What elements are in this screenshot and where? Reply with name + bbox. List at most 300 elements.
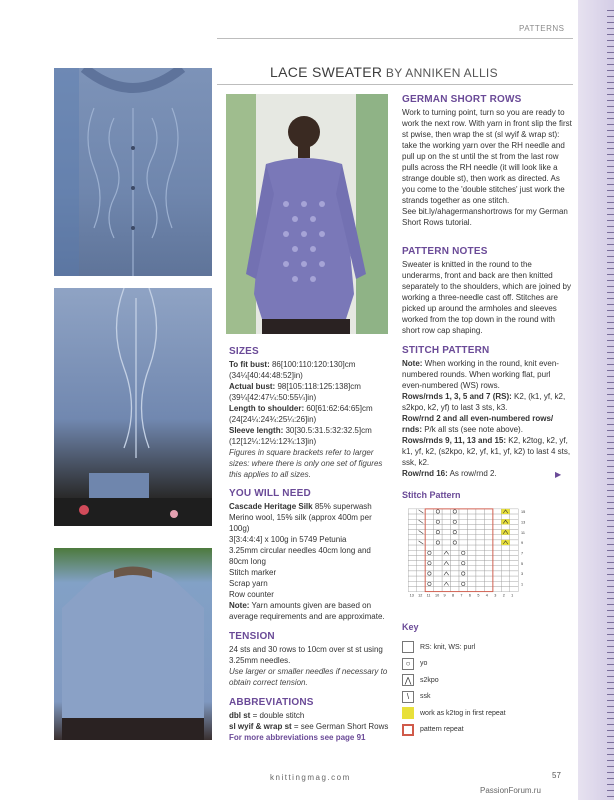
ruler-tick: [607, 64, 614, 65]
yarn-note: Note: Yarn amounts given are based on average requirements and are approximate.: [229, 601, 385, 621]
ruler-tick: [607, 394, 614, 395]
chart-cell: [493, 524, 501, 529]
ruler-tick: [607, 484, 614, 485]
ruler-tick: [607, 556, 614, 557]
chart-cell: [476, 555, 484, 560]
ruler-tick: [607, 340, 614, 341]
ruler-tick: [607, 364, 614, 365]
ruler-tick: [607, 436, 614, 437]
ruler-tick: [607, 460, 614, 461]
ruler-tick: [607, 478, 614, 479]
ruler-tick: [607, 70, 614, 71]
chart-cell: [501, 561, 509, 566]
chart-cell: [510, 509, 518, 514]
ruler-tick: [607, 250, 614, 251]
abbreviations-section: [229, 697, 389, 743]
chart-cell: [510, 576, 518, 581]
chart-cell: [484, 545, 492, 550]
chart-cell: [493, 571, 501, 576]
ruler-tick: [607, 208, 614, 209]
chart-cell: [408, 581, 416, 586]
ruler-tick: [607, 664, 614, 665]
ruler-tick: [607, 286, 614, 287]
key-title: Key: [402, 622, 419, 632]
chart-cell: [476, 576, 484, 581]
chart-cell: [476, 550, 484, 555]
tension-note: Use larger or smaller needles if necessary to obtain correct tension.: [229, 667, 388, 687]
chart-cell: [501, 524, 509, 529]
ruler-tick: [607, 754, 614, 755]
sizes-section: [229, 346, 389, 480]
ruler-tick: [607, 598, 614, 599]
chart-cell: [501, 586, 509, 591]
ruler-tick: [607, 178, 614, 179]
chart-cell: [493, 561, 501, 566]
chart-cell: [408, 530, 416, 535]
chart-cell: [484, 566, 492, 571]
chart-col-label: 12: [418, 593, 423, 598]
ruler-tick: [607, 118, 614, 119]
ruler-tick: [607, 148, 614, 149]
chart-cell: [484, 576, 492, 581]
chart-cell: [408, 555, 416, 560]
ruler-strip: [578, 0, 614, 800]
chart-cell: [510, 555, 518, 560]
chart-cell: [510, 561, 518, 566]
ruler-tick: [607, 292, 614, 293]
ruler-tick: [607, 100, 614, 101]
ruler-tick: [607, 28, 614, 29]
more-abbreviations-link[interactable]: For more abbreviations see page 91: [229, 733, 366, 742]
ruler-tick: [607, 766, 614, 767]
header-rule: [217, 38, 573, 39]
chart-cell: [493, 545, 501, 550]
chart-col-label: 7: [460, 593, 463, 598]
ruler-tick: [607, 490, 614, 491]
chart-cell: [476, 561, 484, 566]
ruler-tick: [607, 442, 614, 443]
chart-cell: [484, 561, 492, 566]
ruler-tick: [607, 730, 614, 731]
stitch-pattern-row9: Rows/rnds 9, 11, 13 and 15: K2, k2tog, k2, yf, k1, yf, k2, (s2kpo, k2, yf, k1, yf, k2) to last 4 sts, ssk, k2.: [402, 436, 571, 467]
ruler-tick: [607, 58, 614, 59]
ruler-tick: [607, 538, 614, 539]
ruler-tick: [607, 742, 614, 743]
ruler-tick: [607, 154, 614, 155]
ruler-tick: [607, 604, 614, 605]
abbr-sl-wyif: sl wyif & wrap st = see German Short Rows: [229, 722, 389, 731]
ruler-tick: [607, 130, 614, 131]
chart-cell: [434, 581, 442, 586]
stitch-pattern-note: Note: When working in the round, knit even-numbered rounds. When working flat, purl even-numbered (WS) rows.: [402, 359, 559, 390]
key-label: RS: knit, WS: purl: [420, 643, 476, 651]
ruler-tick: [607, 370, 614, 371]
chart-cell: [459, 535, 467, 540]
tension-body: 24 sts and 30 rows to 10cm over st st using 3.25mm needles.: [229, 645, 383, 665]
chart-cell: [442, 545, 450, 550]
stitch-pattern-row1: Rows/rnds 1, 3, 5 and 7 (RS): K2, (k1, yf, k2, s2kpo, k2, yf) to last 3 sts, k3.: [402, 392, 566, 412]
chart-cell: [408, 561, 416, 566]
sleeve-lace-illustration: [54, 288, 212, 526]
chart-cell: [501, 555, 509, 560]
sweater-yoke-photo: [54, 68, 212, 276]
ruler-tick: [607, 772, 614, 773]
chart-cell: [442, 535, 450, 540]
chart-cell: [510, 540, 518, 545]
chart-cell: [442, 514, 450, 519]
german-short-rows-link[interactable]: See bit.ly/ahagermanshortrows for my German Short Rows tutorial.: [402, 207, 568, 227]
chart-cell: [467, 519, 475, 524]
chart-cell: [417, 524, 425, 529]
ruler-tick: [607, 22, 614, 23]
chart-cell: [451, 576, 459, 581]
ruler-tick: [607, 166, 614, 167]
ruler-tick: [607, 616, 614, 617]
chart-cell: [434, 561, 442, 566]
pattern-notes-body: Sweater is knitted in the round to the underarms, front and back are then knitted separately to the shoulders, which are joined by working a three-needle cast off. Stitches are picked up around the armholes and sleeves worked from the top down in the round with short row cap shaping.: [402, 260, 571, 335]
yellow-swatch: [402, 707, 414, 719]
chart-cell: [425, 530, 433, 535]
chart-col-label: 2: [502, 593, 505, 598]
ruler-tick: [607, 244, 614, 245]
chart-cell: [459, 576, 467, 581]
chart-cell: [408, 535, 416, 540]
chart-cell: [467, 555, 475, 560]
chart-col-label: 8: [451, 593, 455, 598]
chart-cell: [484, 509, 492, 514]
yarn-quantity: 3[3:4:4:4] x 100g in 5749 Petunia: [229, 535, 347, 544]
ruler-tick: [607, 676, 614, 677]
chart-cell: [484, 514, 492, 519]
ruler-tick: [607, 628, 614, 629]
ruler-tick: [607, 202, 614, 203]
ruler-tick: [607, 124, 614, 125]
key-label: pattern repeat: [420, 726, 464, 733]
chart-cell: [510, 514, 518, 519]
model-illustration: [226, 94, 388, 334]
ruler-tick: [607, 112, 614, 113]
ruler-tick: [607, 658, 614, 659]
chart-cell: [476, 581, 484, 586]
s2kpo-icon: ⋀: [402, 674, 414, 686]
chart-cell: [476, 540, 484, 545]
ruler-tick: [607, 106, 614, 107]
tension-heading: TENSION: [229, 631, 275, 642]
footer-site: knittingmag.com: [270, 773, 351, 782]
chart-cell: [425, 519, 433, 524]
ruler-tick: [607, 550, 614, 551]
chart-cell: [408, 509, 416, 514]
ruler-tick: [607, 406, 614, 407]
ruler-tick: [607, 574, 614, 575]
ruler-tick: [607, 430, 614, 431]
key-item: [402, 723, 464, 737]
ruler-tick: [607, 310, 614, 311]
key-label: work as k2tog in first repeat: [420, 709, 506, 717]
ruler-tick: [607, 172, 614, 173]
ruler-tick: [607, 682, 614, 683]
ruler-tick: [607, 568, 614, 569]
ruler-tick: [607, 718, 614, 719]
chart-cell: [434, 586, 442, 591]
chart-cell: [476, 524, 484, 529]
chart-cell: [451, 545, 459, 550]
chart-cell: [451, 581, 459, 586]
chart-cell: [484, 550, 492, 555]
chart-cell: [442, 524, 450, 529]
chart-cell: [417, 571, 425, 576]
chart-cell: [493, 509, 501, 514]
chart-cell: [493, 586, 501, 591]
sleeve-detail-photo: [54, 288, 212, 526]
chart-cell: [476, 535, 484, 540]
chart-cell: [425, 555, 433, 560]
ruler-tick: [607, 520, 614, 521]
ruler-tick: [607, 46, 614, 47]
ruler-tick: [607, 640, 614, 641]
ruler-tick: [607, 424, 614, 425]
chart-cell: [408, 586, 416, 591]
ruler-tick: [607, 610, 614, 611]
ruler-tick: [607, 580, 614, 581]
chart-cell: [467, 581, 475, 586]
ruler-tick: [607, 760, 614, 761]
chart-cell: [408, 524, 416, 529]
ruler-tick: [607, 400, 614, 401]
chart-cell: [459, 509, 467, 514]
chart-col-label: 5: [477, 593, 480, 598]
chart-cell: [493, 566, 501, 571]
ruler-tick: [607, 94, 614, 95]
ruler-tick: [607, 688, 614, 689]
ruler-tick: [607, 328, 614, 329]
section-label: PATTERNS: [519, 24, 565, 33]
key-item: [402, 706, 506, 720]
chart-cell: [501, 545, 509, 550]
ruler-tick: [607, 82, 614, 83]
chart-cell: [451, 524, 459, 529]
chart-cell: [425, 540, 433, 545]
chart-row-label: 3: [521, 572, 524, 577]
ruler-tick: [607, 706, 614, 707]
chart-col-label: 13: [409, 593, 414, 598]
chart-cell: [459, 586, 467, 591]
chart-cell: [408, 571, 416, 576]
stitch-pattern-row2: Row/rnd 2 and all even-numbered rows/ rnds: P/k all sts (see note above).: [402, 414, 554, 434]
chart-cell: [434, 566, 442, 571]
chart-col-label: 3: [494, 593, 497, 598]
ruler-tick: [607, 298, 614, 299]
german-short-rows-heading: GERMAN SHORT ROWS: [402, 94, 522, 105]
stitch-pattern-section: [402, 345, 572, 479]
sizes-note: Figures in square brackets refer to larger sizes: where there is only one set of figures this applies to all sizes.: [229, 448, 383, 479]
page-number: 57: [552, 771, 561, 780]
chart-cell: [417, 555, 425, 560]
chart-cell: [493, 535, 501, 540]
chart-cell: [510, 571, 518, 576]
stitch-chart: [402, 507, 548, 601]
ruler-tick: [607, 190, 614, 191]
chart-col-label: 4: [485, 593, 488, 598]
ruler-tick: [607, 142, 614, 143]
ruler-tick: [607, 796, 614, 797]
chart-cell: [476, 566, 484, 571]
yo-icon: ○: [402, 658, 414, 670]
chart-cell: [434, 535, 442, 540]
chart-cell: [442, 540, 450, 545]
chart-cell: [467, 545, 475, 550]
continue-arrow-icon: ▶: [555, 470, 562, 479]
chart-row-label: 7: [521, 551, 524, 556]
ruler-tick: [607, 514, 614, 515]
chart-cell: [451, 561, 459, 566]
ruler-tick: [607, 646, 614, 647]
chart-cell: [434, 514, 442, 519]
yarn-line: Cascade Heritage Silk 85% superwash Merino wool, 15% silk (approx 400m per 100g): [229, 502, 372, 533]
chart-cell: [459, 519, 467, 524]
repeat-swatch: [402, 724, 414, 736]
chart-cell: [510, 535, 518, 540]
you-will-need-heading: YOU WILL NEED: [229, 488, 311, 499]
chart-cell: [510, 519, 518, 524]
ruler-tick: [607, 358, 614, 359]
chart-cell: [451, 571, 459, 576]
chart-cell: [417, 535, 425, 540]
pattern-notes-section: [402, 246, 572, 336]
abbr-dbl-st: dbl st = double stitch: [229, 711, 305, 720]
ruler-tick: [607, 448, 614, 449]
chart-cell: [493, 581, 501, 586]
scrap-yarn-line: Scrap yarn: [229, 579, 268, 588]
chart-cell: [510, 581, 518, 586]
ruler-tick: [607, 418, 614, 419]
chart-cell: [476, 514, 484, 519]
chart-cell: [425, 576, 433, 581]
chart-cell: [493, 555, 501, 560]
chart-cell: [442, 530, 450, 535]
chart-cell: [417, 581, 425, 586]
ruler-tick: [607, 160, 614, 161]
ruler-tick: [607, 304, 614, 305]
chart-cell: [501, 566, 509, 571]
chart-cell: [484, 519, 492, 524]
sizes-actual-bust: Actual bust: 98[105:118:125:138]cm (39¼[42:47¼:50:55¼]in): [229, 382, 361, 402]
chart-cell: [510, 550, 518, 555]
sweater-back-photo: [54, 548, 212, 740]
ruler-tick: [607, 622, 614, 623]
chart-cell: [459, 566, 467, 571]
ruler-tick: [607, 670, 614, 671]
chart-cell: [425, 514, 433, 519]
you-will-need-section: [229, 488, 389, 622]
chart-cell: [417, 514, 425, 519]
chart-cell: [408, 545, 416, 550]
ruler-tick: [607, 322, 614, 323]
chart-cell: [493, 514, 501, 519]
chart-cell: [408, 540, 416, 545]
ssk-icon: \: [402, 691, 414, 703]
ruler-tick: [607, 346, 614, 347]
ruler-tick: [607, 226, 614, 227]
ruler-tick: [607, 412, 614, 413]
chart-cell: [434, 524, 442, 529]
page-title: LACE SWEATER BY ANNIKEN ALLIS: [270, 64, 498, 80]
chart-cell: [459, 545, 467, 550]
chart-cell: [501, 514, 509, 519]
chart-cell: [467, 571, 475, 576]
chart-cell: [442, 519, 450, 524]
chart-cell: [442, 509, 450, 514]
ruler-tick: [607, 700, 614, 701]
chart-cell: [459, 540, 467, 545]
chart-cell: [510, 545, 518, 550]
chart-cell: [425, 509, 433, 514]
chart-row-label: 11: [521, 530, 525, 535]
chart-cell: [451, 566, 459, 571]
ruler-tick: [607, 376, 614, 377]
chart-cell: [442, 586, 450, 591]
marker-line: Stitch marker: [229, 568, 277, 577]
chart-cell: [484, 524, 492, 529]
ruler-tick: [607, 466, 614, 467]
key-item: [402, 657, 427, 671]
ruler-tick: [607, 34, 614, 35]
chart-cell: [493, 576, 501, 581]
chart-cell: [467, 530, 475, 535]
chart-cell: [467, 566, 475, 571]
chart-cell: [484, 581, 492, 586]
ruler-tick: [607, 268, 614, 269]
chart-cell: [476, 545, 484, 550]
ruler-tick: [607, 40, 614, 41]
chart-cell: [501, 576, 509, 581]
chart-cell: [484, 540, 492, 545]
chart-cell: [484, 535, 492, 540]
chart-cell: [425, 535, 433, 540]
chart-cell: [476, 571, 484, 576]
chart-cell: [434, 576, 442, 581]
chart-cell: [434, 550, 442, 555]
chart-cell: [451, 555, 459, 560]
chart-cell: [417, 566, 425, 571]
chart-cell: [434, 555, 442, 560]
chart-cell: [425, 524, 433, 529]
chart-cell: [408, 514, 416, 519]
chart-cell: [501, 550, 509, 555]
chart-cell: [467, 586, 475, 591]
chart-cell: [501, 571, 509, 576]
chart-cell: [493, 540, 501, 545]
ruler-tick: [607, 76, 614, 77]
ruler-tick: [607, 634, 614, 635]
chart-cell: [484, 555, 492, 560]
chart-cell: [476, 530, 484, 535]
ruler-tick: [607, 712, 614, 713]
stitch-pattern-heading: STITCH PATTERN: [402, 345, 490, 356]
chart-cell: [459, 524, 467, 529]
chart-cell: [467, 535, 475, 540]
chart-row-label: 15: [521, 510, 526, 515]
needles-line: 3.25mm circular needles 40cm long and 80cm long: [229, 546, 371, 566]
sizes-bust: To fit bust: 86[100:110:120:130]cm (34¼[40:44:48:52]in): [229, 360, 356, 380]
sizes-sleeve: Sleeve length: 30[30.5:31.5:32:32.5]cm (12[12¼:12½:12¾:13]in): [229, 426, 372, 446]
chart-cell: [408, 576, 416, 581]
chart-cell: [476, 519, 484, 524]
chart-row-label: 1: [521, 582, 524, 587]
sizes-heading: SIZES: [229, 346, 259, 357]
model-front-photo: [226, 94, 388, 334]
chart-cell: [501, 581, 509, 586]
